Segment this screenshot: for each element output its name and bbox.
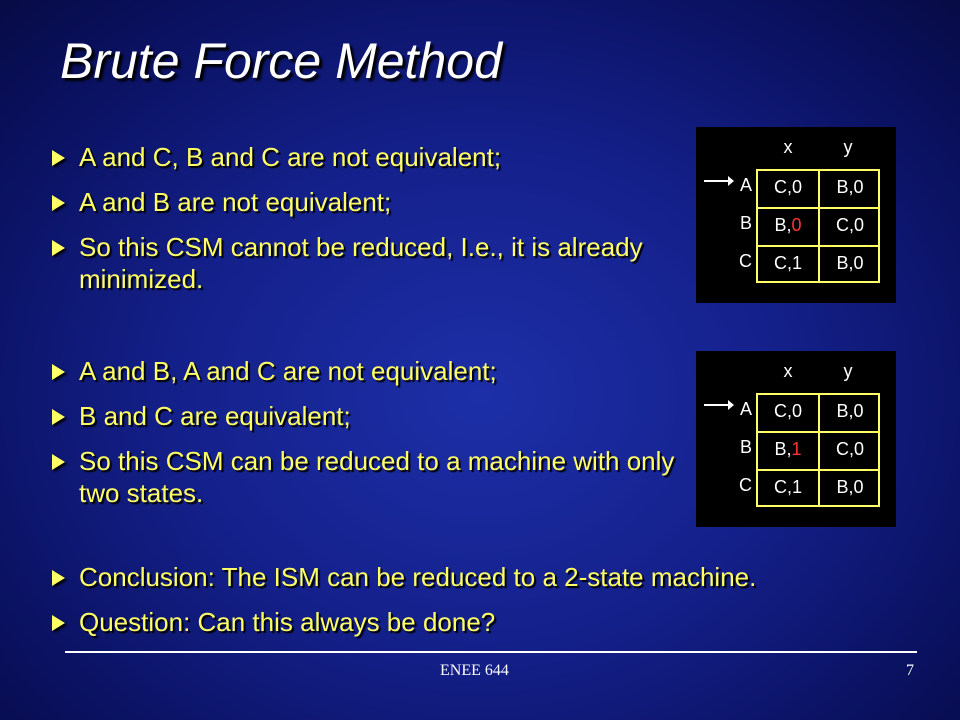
bullet-arrow-icon [52,454,65,470]
bullet-item [52,186,692,218]
slide-title: Brute Force Method [60,33,502,89]
cell-y: B,0 [836,253,864,273]
cell-y: B,0 [836,477,864,497]
column-header-y: y [843,137,853,157]
cell-x: B,0 [774,215,802,235]
row-label: A [739,175,752,195]
cell-y: C,0 [835,215,864,235]
bullet-item [52,606,952,638]
bullet-text: So this CSM can be reduced to a machine with only two states. [79,446,675,508]
transition-cells [756,393,880,507]
cell-y: C,0 [835,439,864,459]
row-label: B [739,437,752,457]
bullet-item [52,231,692,295]
row-label: C [739,251,752,271]
bullet-item [52,561,952,593]
bullet-arrow-icon [52,240,65,256]
bullet-text: A and B, A and C are not equivalent; [79,356,497,386]
footer-course: ENEE 644 [440,662,509,679]
bullet-text: Question: Can this always be done? [79,607,496,637]
column-header-x: x [783,137,793,157]
cell-x: C,0 [773,401,803,421]
bullet-arrow-icon [52,615,65,631]
bullet-group-1 [52,141,692,308]
bullet-group-3 [52,561,952,651]
bullet-arrow-icon [52,409,65,425]
highlighted-output: 0 [791,215,802,235]
bullet-text: Conclusion: The ISM can be reduced to a 2-state machine. [79,562,757,592]
cell-x: C,0 [773,177,803,197]
highlighted-output: 1 [791,439,802,459]
bullet-item [52,445,692,509]
start-arrow-icon [704,180,730,182]
bullet-text: A and C, B and C are not equivalent; [79,142,502,172]
bullet-item [52,355,692,387]
state-table-2 [696,351,896,527]
cell-x: B,1 [774,439,802,459]
bullet-item [52,400,692,432]
bullet-arrow-icon [52,195,65,211]
transition-cells [756,169,880,283]
footer-divider [65,651,917,653]
start-arrow-icon [704,404,730,406]
page-number: 7 [906,662,914,679]
row-label: A [739,399,752,419]
cell-x: C,1 [773,477,803,497]
bullet-group-2 [52,355,692,522]
column-header-y: y [843,361,853,381]
row-label: B [739,213,752,233]
cell-y: B,0 [836,177,864,197]
bullet-arrow-icon [52,150,65,166]
bullet-text: B and C are equivalent; [79,401,351,431]
bullet-arrow-icon [52,364,65,380]
bullet-text: So this CSM cannot be reduced, I.e., it is already minimized. [79,232,643,294]
state-table-1 [696,127,896,303]
cell-x: C,1 [773,253,803,273]
bullet-text: A and B are not equivalent; [79,187,392,217]
row-label: C [739,475,752,495]
bullet-item [52,141,692,173]
column-header-x: x [783,361,793,381]
cell-y: B,0 [836,401,864,421]
bullet-arrow-icon [52,570,65,586]
